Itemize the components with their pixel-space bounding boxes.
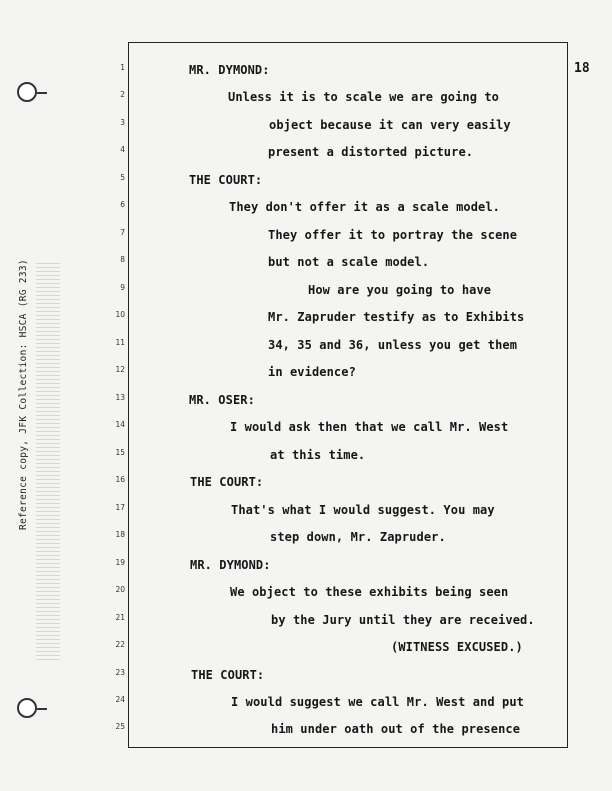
line-number: 25 xyxy=(115,722,125,731)
speaker-label: THE COURT: xyxy=(191,668,265,682)
transcript-line: in evidence? xyxy=(268,365,356,379)
line-number: 21 xyxy=(115,613,125,622)
speaker-label: THE COURT: xyxy=(189,173,263,187)
transcript-line: at this time. xyxy=(270,448,366,462)
line-number: 6 xyxy=(120,200,125,209)
line-number: 10 xyxy=(115,310,125,319)
line-number: 23 xyxy=(115,668,125,677)
transcript-line: I would suggest we call Mr. West and put xyxy=(231,695,524,709)
line-number: 20 xyxy=(115,585,125,594)
transcript-line: How are you going to have xyxy=(308,283,492,297)
transcript-line: They offer it to portray the scene xyxy=(268,228,518,242)
line-number: 11 xyxy=(115,338,125,347)
line-number: 17 xyxy=(115,503,125,512)
transcript-line: We object to these exhibits being seen xyxy=(230,585,509,599)
line-number: 3 xyxy=(120,118,125,127)
transcript-line: They don't offer it as a scale model. xyxy=(229,200,501,214)
transcript-line: I would ask then that we call Mr. West xyxy=(230,420,509,434)
line-number: 7 xyxy=(120,228,125,237)
line-number: 14 xyxy=(115,420,125,429)
transcript-line: That's what I would suggest. You may xyxy=(231,503,495,517)
line-number: 15 xyxy=(115,448,125,457)
line-number: 22 xyxy=(115,640,125,649)
line-number: 1 xyxy=(120,63,125,72)
line-number: 18 xyxy=(115,530,125,539)
speaker-label: MR. DYMOND: xyxy=(189,63,270,77)
line-number: 2 xyxy=(120,90,125,99)
punch-hole-top xyxy=(17,82,37,102)
punch-hole-mark xyxy=(37,708,47,710)
transcript-line: Mr. Zapruder testify as to Exhibits xyxy=(268,310,525,324)
speaker-label: THE COURT: xyxy=(190,475,264,489)
line-number: 12 xyxy=(115,365,125,374)
line-number: 5 xyxy=(120,173,125,182)
transcript-line: object because it can very easily xyxy=(269,118,511,132)
line-number: 16 xyxy=(115,475,125,484)
punch-hole-bottom xyxy=(17,698,37,718)
transcript-line: present a distorted picture. xyxy=(268,145,474,159)
transcript-line: him under oath out of the presence xyxy=(271,722,521,736)
transcript-line: by the Jury until they are received. xyxy=(271,613,535,627)
transcript-line: Unless it is to scale we are going to xyxy=(228,90,500,104)
transcript-line: step down, Mr. Zapruder. xyxy=(270,530,446,544)
transcript-line: but not a scale model. xyxy=(268,255,430,269)
punch-hole-mark xyxy=(37,92,47,94)
line-number: 4 xyxy=(120,145,125,154)
scan-noise xyxy=(36,260,60,660)
line-number: 9 xyxy=(120,283,125,292)
transcript-line: 34, 35 and 36, unless you get them xyxy=(268,338,518,352)
speaker-label: MR. OSER: xyxy=(189,393,255,407)
page-number: 18 xyxy=(574,61,590,76)
line-number: 19 xyxy=(115,558,125,567)
archive-stamp: Reference copy, JFK Collection: HSCA (RG 233) xyxy=(18,259,29,530)
line-number: 8 xyxy=(120,255,125,264)
speaker-label: MR. DYMOND: xyxy=(190,558,271,572)
transcript-line: (WITNESS EXCUSED.) xyxy=(391,640,523,654)
line-number: 13 xyxy=(115,393,125,402)
line-number: 24 xyxy=(115,695,125,704)
